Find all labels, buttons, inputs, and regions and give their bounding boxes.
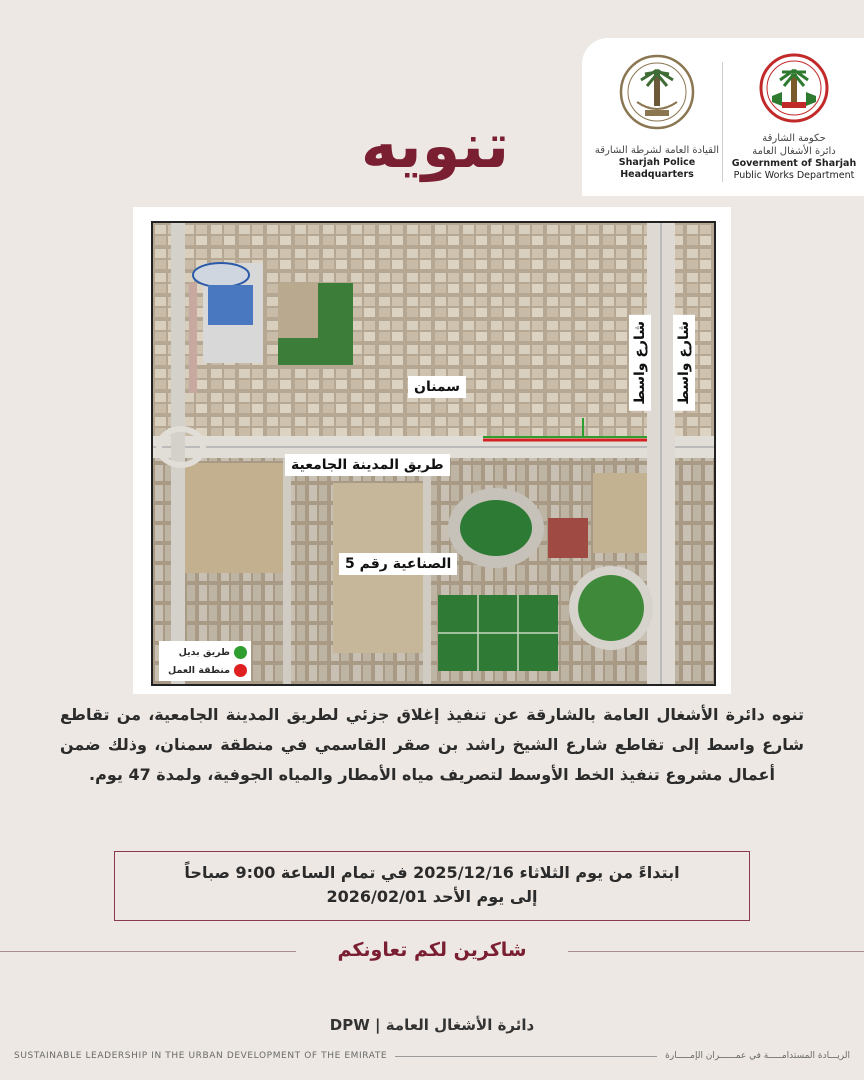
police-logo: [592, 52, 722, 181]
footer-separator: [395, 1056, 657, 1057]
logo-card: [582, 38, 864, 196]
government-logo-arabic: حكومة الشارقة دائرة الأشغال العامة: [752, 133, 836, 157]
sharjah-government-emblem-icon: [758, 52, 830, 124]
date-start: ابتداءً من يوم الثلاثاء 2025/12/16 في تمام الساعة 9:00 صباحاً: [184, 863, 680, 882]
date-box: [114, 851, 750, 921]
announcement-paragraph: تنوه دائرة الأشغال العامة بالشارقة عن تنفيذ إغلاق جزئي لطريق المدينة الجامعية، من تقاطع شارع واسط إلى تقاطع شارع الشيخ راشد بن صقر القاسمي في منطقة سمنان، وذلك ضمن أعمال مشروع تنفيذ الخط الأوسط لتصريف مياه الأمطار والمياه الجوفية، ولمدة 47 يوم.: [60, 705, 804, 784]
map-label-industrial-5: الصناعية رقم 5: [339, 553, 457, 575]
map-label-university-city-road: طريق المدينة الجامعية: [285, 454, 450, 476]
red-dot-icon: [234, 664, 247, 677]
footer-department: دائرة الأشغال العامة | DPW: [329, 1016, 535, 1034]
footer-slogan-arabic: الريـــادة المستدامـــــة في عمــــــران الإمـــــارة: [665, 1051, 850, 1061]
map-image: [151, 221, 716, 686]
logo-divider: [722, 62, 723, 182]
thanks-text: شاكرين لكم تعاونكم: [296, 930, 568, 970]
green-dot-icon: [234, 646, 247, 659]
footer-slogan-english: SUSTAINABLE LEADERSHIP IN THE URBAN DEVELOPMENT OF THE EMIRATE: [14, 1051, 388, 1061]
government-logo-english-1: Government of Sharjah: [731, 158, 857, 169]
footer-slogan: [14, 1051, 850, 1061]
police-logo-arabic: القيادة العامة لشرطة الشارقة: [594, 145, 720, 156]
police-logo-english: Sharjah Police Headquarters: [618, 157, 696, 180]
map-label-wasit-street-2: شارع واسط: [673, 315, 695, 411]
government-logo: [728, 52, 860, 182]
sharjah-police-emblem-icon: [619, 52, 695, 136]
map-label-samnan: سمنان: [408, 376, 466, 398]
map-legend: [159, 641, 251, 681]
legend-label: طريق بديل: [178, 646, 230, 658]
government-logo-english-2: Public Works Department: [733, 170, 855, 181]
map-frame: [133, 207, 731, 694]
legend-item-work-zone: [163, 661, 247, 679]
legend-item-alternative-route: [163, 643, 247, 661]
legend-label: منطقة العمل: [168, 664, 230, 676]
map-label-wasit-street-1: شارع واسط: [629, 315, 651, 411]
page-title: تنويه: [360, 109, 510, 182]
date-end: إلى يوم الأحد 2026/02/01: [326, 887, 538, 906]
